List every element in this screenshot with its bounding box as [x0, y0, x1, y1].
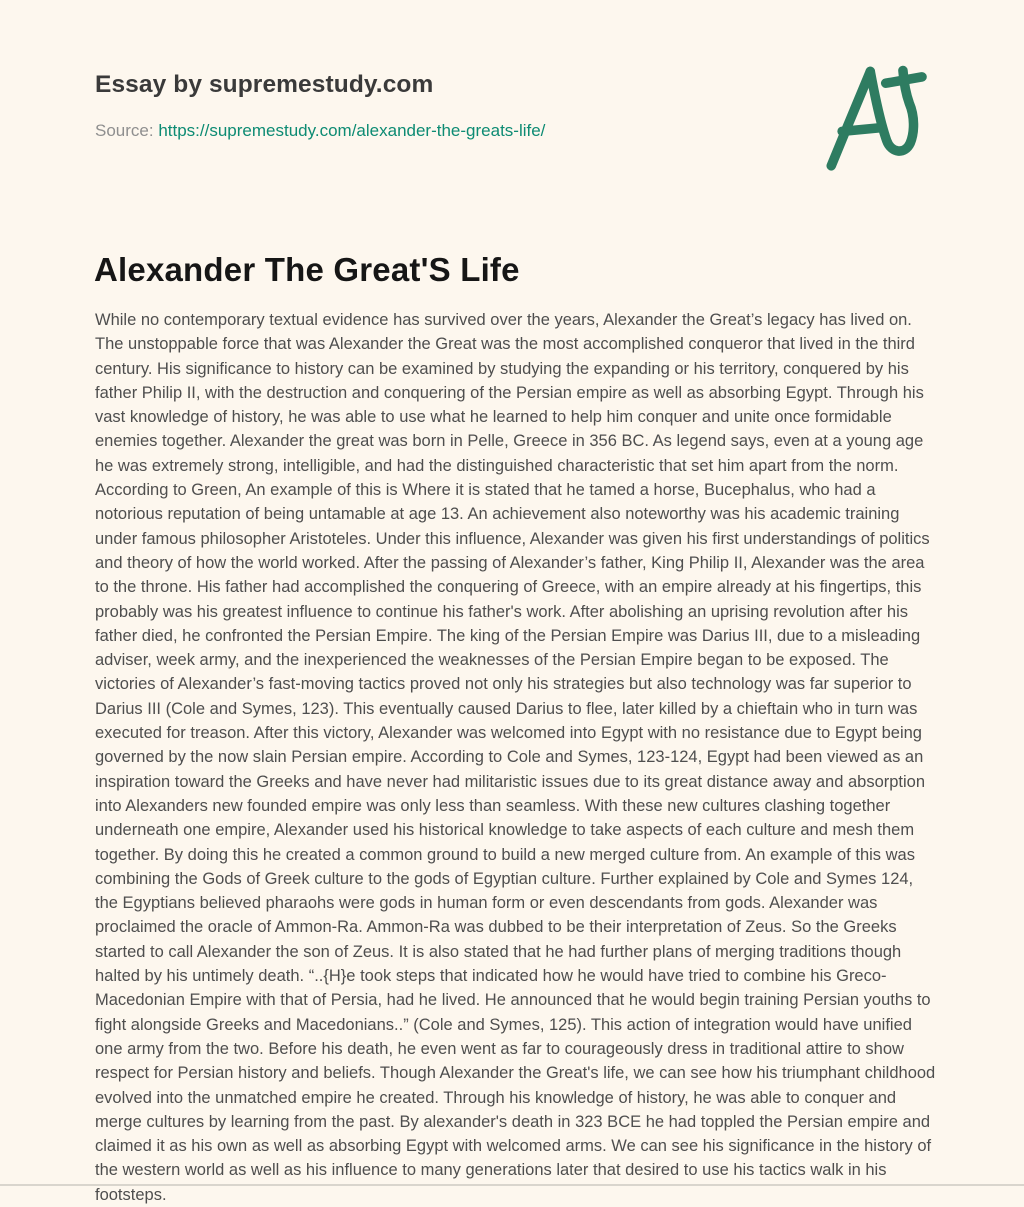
essay-body-text: While no contemporary textual evidence has survived over the years, Alexander the Great’s legacy has lived on. The unstoppable force that was Alexander the Great was the most accomplished conqueror that lived in the third century. His significance to history can be examined by studying the expanding or his territory, conquered by his father Philip II, with the destruction and conquering of the Persian empire as well as absorbing Egypt. Through his vast knowledge of history, he was able to use what he learned to help him conquer and unite once formidable enemies together. Alexander the great was born in Pelle, Greece in 356 BC. As legend says, even at a young age he was extremely strong, intelligible, and had the distinguished characteristic that set him apart from the norm. According to Green, An example of this is Where it is stated that he tamed a horse, Bucephalus, who had a notorious reputation of being untamable at age 13. An achievement also noteworthy was his academic training under famous philosopher Aristoteles. Under this influence, Alexander was given his first understandings of politics and theory of how the world worked. After the passing of Alexander’s father, King Philip II, Alexander was the area to the throne. His father had accomplished the conquering of Greece, with an empire already at his fingertips, this probably was his greatest influence to continue his father's work. After abolishing an uprising revolution after his father died, he confronted the Persian Empire. The king of the Persian Empire was Darius III, due to a misleading adviser, week army, and the inexperienced the weaknesses of the Persian Empire began to be exposed. The victories of Alexander’s fast-moving tactics proved not only his strategies but also technology was far superior to Darius III (Cole and Symes, 123). This eventually caused Darius to flee, later killed by a chieftain who in turn was executed for treason. After this victory, Alexander was welcomed into Egypt with no resistance due to Egypt being governed by the now slain Persian empire. According to Cole and Symes, 123-124, Egypt had been viewed as an inspiration toward the Greeks and have never had militaristic issues due to its great distance away and absorption into Alexanders new founded empire was only less than seamless. With these new cultures clashing together underneath one empire, Alexander used his historical knowledge to take aspects of each culture and mesh them together. By doing this he created a common ground to build a new merged culture from. An example of this was combining the Gods of Greek culture to the gods of Egyptian culture. Further explained by Cole and Symes 124, the Egyptians believed pharaohs were gods in human form or even descendants from gods. Alexander was proclaimed the oracle of Ammon-Ra. Ammon-Ra was dubbed to be their interpretation of Zeus. So the Greeks started to call Alexander the son of Zeus. It is also stated that he had further plans of merging traditions though halted by his untimely death. “..{H}e took steps that indicated how he would have tried to combine his Greco-Macedonian Empire with that of Persia, had he lived. He announced that he would begin training Persian youths to fight alongside Greeks and Macedonians..” (Cole and Symes, 125). This action of integration would have unified one army from the two. Before his death, he even went as far to courageously dress in traditional attire to show respect for Persian history and beliefs. Though Alexander the Great's life, we can see how his triumphant childhood evolved into the unmatched empire he created. Through his knowledge of history, he was able to conquer and merge cultures by learning from the past. By alexander's death in 323 BCE he had toppled the Persian empire and claimed it as his own as well as absorbing Egypt with welcomed arms. We can see his significance in the history of the western world as well as his influence to many generations later that desired to use his tactics walk in his footsteps.	[95, 311, 936, 1204]
essay-title: Alexander The Great'S Life	[94, 251, 520, 288]
source-link[interactable]: https://supremestudy.com/alexander-the-greats-life/	[158, 121, 546, 140]
page-header: Essay by supremestudy.com	[95, 71, 434, 98]
logo-plus-horizontal	[886, 77, 922, 83]
logo-a-left-stroke	[831, 71, 870, 165]
source-label: Source:	[95, 121, 154, 140]
supremestudy-aplus-logo	[818, 56, 928, 174]
logo-a-crossbar	[842, 128, 880, 132]
source-line	[95, 121, 545, 141]
